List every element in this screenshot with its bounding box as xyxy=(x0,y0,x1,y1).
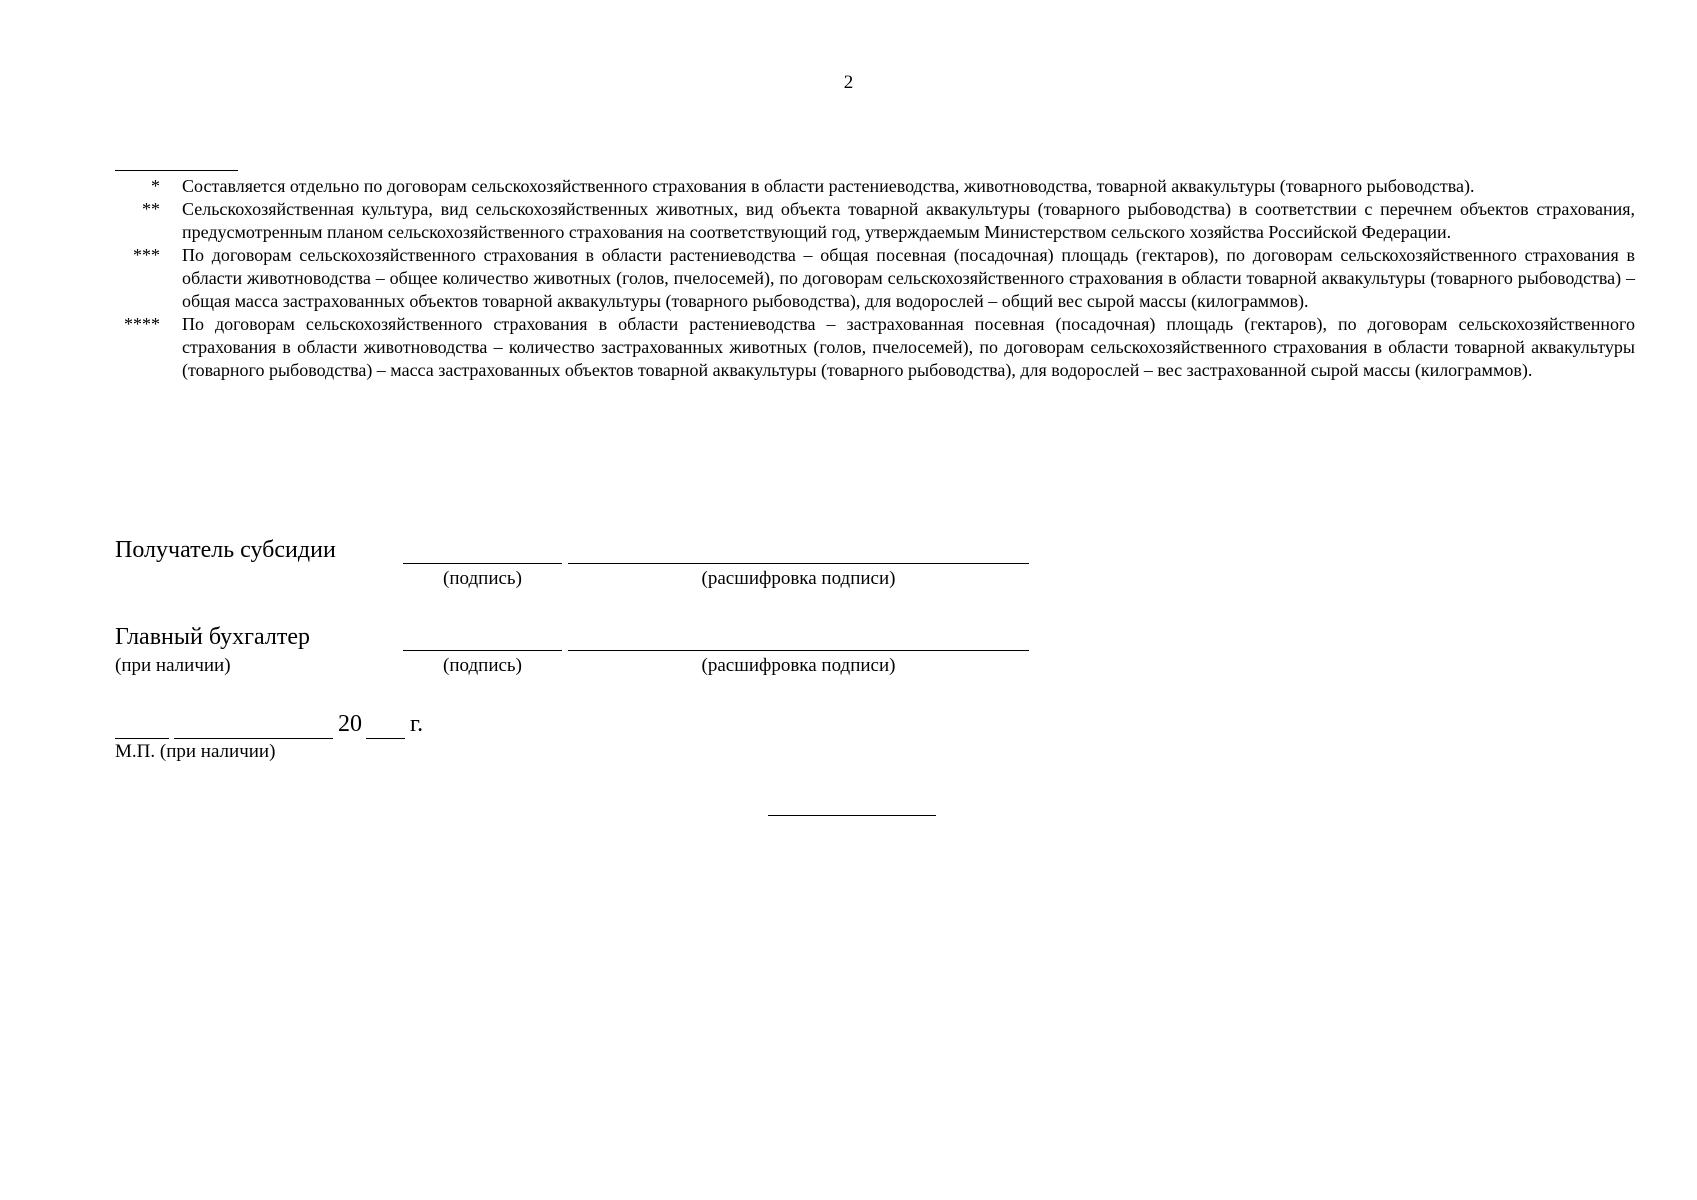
date-year-suffix: г. xyxy=(410,711,424,737)
recipient-name-hint: (расшифровка подписи) xyxy=(701,568,896,589)
footnote-text: По договорам сельскохозяйственного страхования в области растениеводства – застрахованная посевная (посадочная) площадь (гектаров), по договорам сельскохозяйственного страхования в области животноводства – количество застрахованных животных (голов, пчелосемей), по договорам сельскохозяйственного страхования в области товарной аквакультуры (товарного рыбоводства) – масса застрахованных объектов товарной аквакультуры (товарного рыбоводства), для водорослей – вес застрахованной сырой массы (килограммов). xyxy=(182,314,1635,380)
footnote-text: Составляется отдельно по договорам сельскохозяйственного страхования в области растениеводства, животноводства, товарной аквакультуры (товарного рыбоводства). xyxy=(182,176,1475,196)
chief-accountant-sublabel: (при наличии) xyxy=(115,655,231,676)
chief-accountant-signature-line[interactable] xyxy=(403,650,562,651)
recipient-signature-hint: (подпись) xyxy=(443,568,522,589)
chief-accountant-name-hint: (расшифровка подписи) xyxy=(701,655,896,676)
footnote-marker: * xyxy=(151,176,160,196)
footnote xyxy=(112,313,1635,382)
chief-accountant-name-line[interactable] xyxy=(568,650,1029,651)
chief-accountant-label: Главный бухгалтер xyxy=(115,624,310,650)
footnote-text: Сельскохозяйственная культура, вид сельскохозяйственных животных, вид объекта товарной аквакультуры (товарного рыбоводства) в соответствии с перечнем объектов страхования, предусмотренным планом сельскохозяйственного страхования на соответствующий год, утверждаемым Министерством сельского хозяйства Российской Федерации. xyxy=(182,199,1635,242)
date-day-line[interactable] xyxy=(115,738,169,739)
footnotes xyxy=(112,175,1635,382)
recipient-signature-line[interactable] xyxy=(403,563,562,564)
recipient-name-line[interactable] xyxy=(568,563,1029,564)
footnote-marker: *** xyxy=(133,245,160,265)
footnote xyxy=(112,198,1635,244)
footnote-text: По договорам сельскохозяйственного страхования в области растениеводства – общая посевная (посадочная) площадь (гектаров), по договорам сельскохозяйственного страхования в области животноводства – общее количество животных (голов, пчелосемей), по договорам сельскохозяйственного страхования в области товарной аквакультуры (товарного рыбоводства) – общая масса застрахованных объектов товарной аквакультуры (товарного рыбоводства), для водорослей – общий вес сырой массы (килограммов). xyxy=(182,245,1635,311)
footnote-separator xyxy=(115,170,238,171)
date-month-line[interactable] xyxy=(174,738,333,739)
footnote-marker: ** xyxy=(142,199,160,219)
stamp-label: М.П. (при наличии) xyxy=(115,741,276,762)
footnote xyxy=(112,175,1635,198)
footnote xyxy=(112,244,1635,313)
end-separator xyxy=(768,815,936,816)
chief-accountant-signature-hint: (подпись) xyxy=(443,655,522,676)
date-year-line[interactable] xyxy=(366,738,405,739)
page-number: 2 xyxy=(843,72,854,93)
footnote-marker: **** xyxy=(124,314,160,334)
date-year-prefix: 20 xyxy=(338,711,362,737)
recipient-label: Получатель субсидии xyxy=(115,537,336,563)
